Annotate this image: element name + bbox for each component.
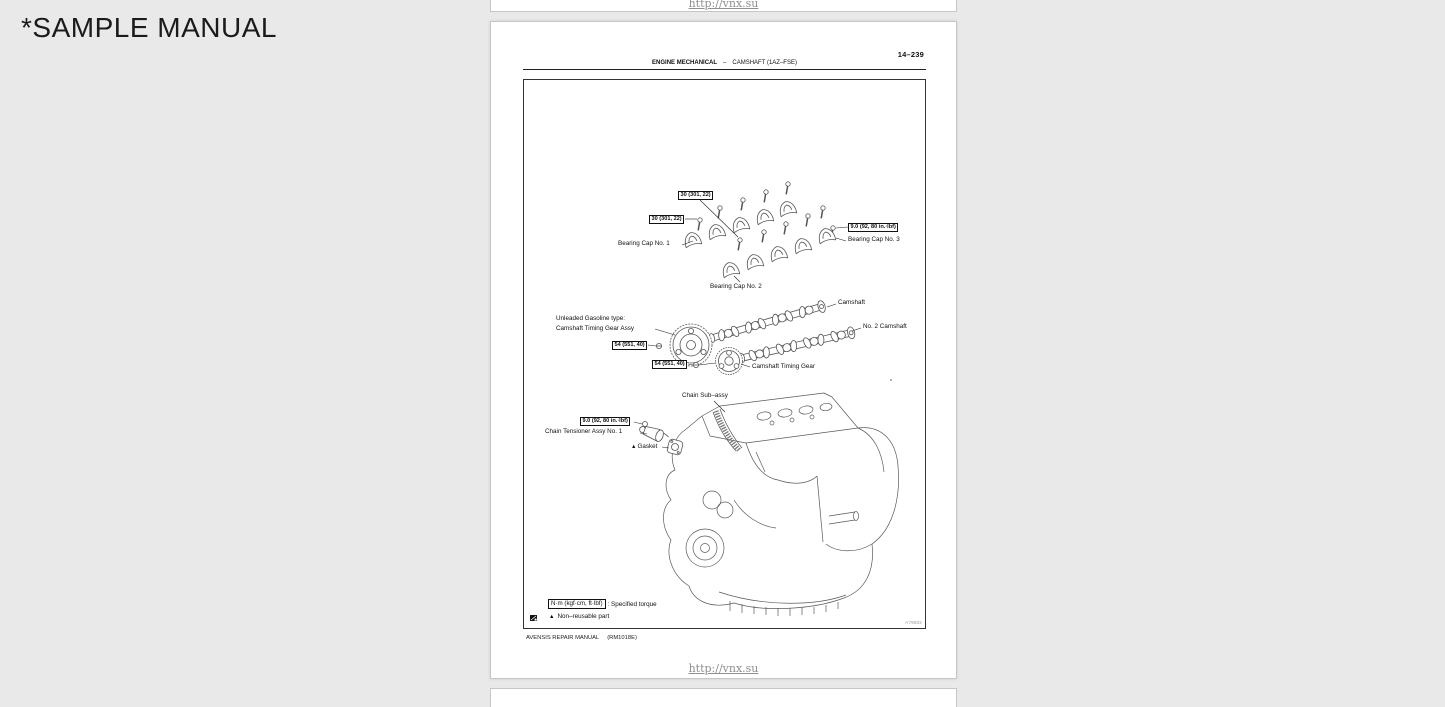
tensioner-drawing (638, 422, 670, 445)
bearing-caps-group (683, 200, 836, 278)
torque-label-54-b: 54 (551, 40) (652, 360, 687, 369)
page-main (490, 21, 957, 679)
engine-block-drawing (664, 393, 899, 616)
torque-label-54-a: 54 (551, 40) (612, 341, 647, 350)
legend-torque-row (548, 599, 657, 609)
watermark-link[interactable]: http://vnx.su (688, 662, 759, 675)
torque-label-9-a: 9.0 (92, 80 in.·lbf) (848, 223, 898, 232)
legend-torque-unit-box: N·m (kgf·cm, ft·lbf) (548, 599, 606, 609)
page-number: 14–239 (897, 50, 924, 59)
gasket-label-text: Gasket (637, 443, 658, 450)
part-label-bearing-cap-1: Bearing Cap No. 1 (618, 240, 670, 247)
nonreusable-triangle-icon: ▲ (549, 613, 555, 620)
page-next (490, 688, 957, 707)
part-label-bearing-cap-2: Bearing Cap No. 2 (710, 283, 762, 290)
header-rule (523, 69, 926, 70)
part-label-camshaft: Camshaft (838, 299, 865, 306)
header-section: ENGINE MECHANICAL (652, 60, 718, 66)
no2-camshaft-drawing (738, 326, 856, 365)
legend-nonreusable-text: Non–reusable part (557, 613, 610, 620)
part-label-unleaded-line2: Camshaft Timing Gear Assy (556, 325, 635, 332)
header-separator: – (723, 60, 727, 66)
torque-label-30-a: 30 (301, 22) (678, 191, 713, 200)
footer-manual-title: AVENSIS REPAIR MANUAL (526, 635, 600, 641)
part-label-bearing-cap-3: Bearing Cap No. 3 (848, 236, 900, 243)
legend-torque-desc: : Specified torque (607, 600, 657, 608)
figure-frame (523, 79, 926, 629)
part-label-chain-tensioner: Chain Tensioner Assy No. 1 (545, 428, 623, 435)
part-label-gasket (631, 443, 657, 451)
footer-manual-code: (RM1018E) (607, 635, 637, 641)
gasket-drawing (666, 438, 683, 455)
legend-nonreusable-row (549, 613, 609, 620)
page-note-icon (530, 609, 538, 617)
watermark-link[interactable]: http://vnx.su (688, 0, 759, 10)
part-label-chain-sub-assy: Chain Sub–assy (682, 392, 728, 399)
page-previous (490, 0, 957, 12)
page-header (523, 60, 926, 66)
stray-dot (890, 379, 892, 381)
timing-gear-drawing (716, 348, 743, 375)
nonreusable-triangle-icon: ▲ (631, 444, 637, 450)
figure-code: A79802 (905, 620, 922, 625)
torque-label-9-b: 9.0 (92, 80 in.·lbf) (580, 417, 630, 426)
header-title: CAMSHAFT (1AZ–FSE) (732, 60, 797, 66)
torque-label-30-b: 30 (301, 22) (649, 215, 684, 224)
sample-manual-label: *SAMPLE MANUAL (21, 12, 277, 43)
camshaft-drawing (708, 300, 827, 345)
page-footer (526, 635, 637, 641)
part-label-camshaft-timing-gear: Camshaft Timing Gear (752, 363, 815, 370)
part-label-no2-camshaft: No. 2 Camshaft (863, 323, 907, 330)
part-label-unleaded-line1: Unleaded Gasoline type: (556, 315, 625, 322)
engine-diagram-svg (524, 80, 927, 630)
